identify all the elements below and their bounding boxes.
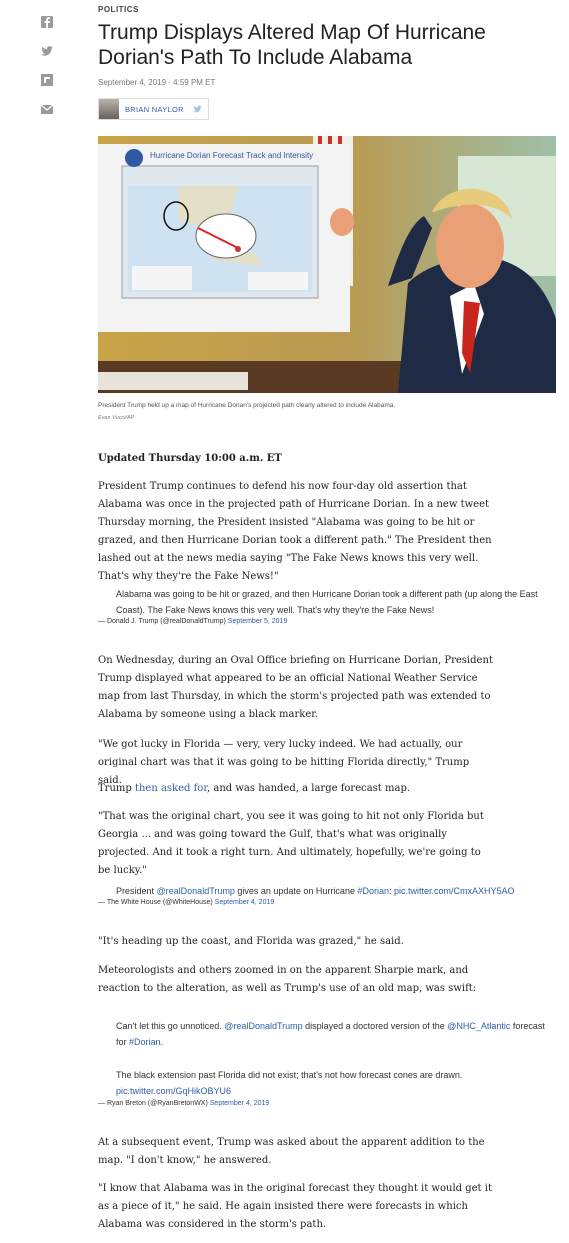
article-photo xyxy=(98,136,556,393)
avatar xyxy=(99,99,119,119)
mention-link[interactable]: @realDonaldTrump xyxy=(224,1021,303,1031)
paragraph: "That was the original chart, you see it was going to hit not only Florida but Georgia ... and was going toward the Gulf, that's what was originally projected. And it took a right turn. And ultimately, hopefully, we're going to be lucky." xyxy=(98,811,484,876)
update-note: Updated Thursday 10:00 a.m. ET xyxy=(98,453,282,464)
paragraph: At a subsequent event, Trump was asked about the apparent addition to the map. "I don't know," he answered. xyxy=(98,1137,485,1166)
embedded-tweet-text: Alabama was going to be hit or grazed, and then Hurricane Dorian took a different path (up along the East Coast). The Fake News knows this very well. That's why they're the Fake News! xyxy=(116,589,538,615)
embedded-tweet-text xyxy=(116,1018,546,1050)
text-span: . xyxy=(160,1037,164,1047)
text-span: President xyxy=(116,886,157,896)
text-span: : xyxy=(388,886,394,896)
media-link[interactable]: pic.twitter.com/GqHikOBYU6 xyxy=(116,1086,232,1096)
email-icon[interactable] xyxy=(40,102,54,116)
embedded-tweet-text: The black extension past Florida did not exist; that's not how forecast cones are drawn. xyxy=(116,1070,463,1080)
paragraph: Meteorologists and others zoomed in on the apparent Sharpie mark, and reaction to the alteration, as well as Trump's use of an old map, was swift: xyxy=(98,965,477,994)
tweet-byline xyxy=(98,1100,269,1107)
text-span: forecast for xyxy=(116,1021,545,1047)
hashtag-link[interactable]: #Dorian xyxy=(129,1037,161,1047)
page-title: Trump Displays Altered Map Of Hurricane Dorian's Path To Include Alabama xyxy=(98,21,486,69)
facebook-icon[interactable] xyxy=(40,15,54,29)
paragraph: "We got lucky in Florida — very, very lucky indeed. We had actually, our original chart was that it was going to be hitting Florida directly," Trump said. xyxy=(98,739,470,786)
paragraph xyxy=(98,780,493,798)
mention-link[interactable]: @NHC_Atlantic xyxy=(447,1021,511,1031)
tweet-byline xyxy=(98,618,287,625)
tweet-byline xyxy=(98,899,274,906)
text-span: Trump xyxy=(98,783,135,794)
inline-link[interactable]: then asked for xyxy=(134,783,208,794)
media-link[interactable]: pic.twitter.com/CmxAXHY5AO xyxy=(394,886,515,896)
flipboard-icon[interactable] xyxy=(40,73,54,87)
author-name[interactable]: BRIAN NAYLOR xyxy=(125,104,184,114)
mention-link[interactable]: @realDonaldTrump xyxy=(156,886,235,896)
publish-date: September 4, 2019 · 4:59 PM ET xyxy=(98,78,216,87)
hashtag-link[interactable]: #Dorian xyxy=(357,886,389,896)
tweet-date-link[interactable]: September 4, 2019 xyxy=(209,1100,270,1107)
tweet-author[interactable]: — Ryan Breton (@RyanBretonWX) xyxy=(98,1100,208,1107)
tweet-author[interactable]: — Donald J. Trump (@realDonaldTrump) xyxy=(98,618,226,625)
text-span: gives an update on Hurricane xyxy=(234,886,358,896)
tweet-date-link[interactable]: September 5, 2019 xyxy=(227,618,288,625)
text-span: Can't let this go unnoticed. xyxy=(116,1021,225,1031)
twitter-icon[interactable] xyxy=(40,44,54,58)
twitter-icon[interactable] xyxy=(192,104,203,114)
photo-credit: Evan Vucci/AP xyxy=(98,415,135,421)
paragraph: "It's heading up the coast, and Florida was grazed," he said. xyxy=(98,936,404,947)
section-label[interactable]: POLITICS xyxy=(98,5,139,14)
tweet-date-link[interactable]: September 4, 2019 xyxy=(214,899,275,906)
text-span: , and was handed, a large forecast map. xyxy=(207,783,411,794)
paragraph: President Trump continues to defend his now four-day old assertion that Alabama was once in the projected path of Hurricane Dorian. In a new tweet Thursday morning, the President insisted "Alabama was going to be hit or grazed, and then Hurricane Dorian took a different path." The President then lashed out at the news media saying "The Fake News knows this very well. That's why they're the Fake News!" xyxy=(98,481,492,582)
embedded-tweet-text xyxy=(116,883,556,899)
map-title: Hurricane Dorian Forecast Track and Intensity xyxy=(150,151,314,160)
paragraph: On Wednesday, during an Oval Office briefing on Hurricane Dorian, President Trump displayed what appeared to be an official National Weather Service map from last Thursday, in which the storm's projected path was extended to Alabama by someone using a black marker. xyxy=(98,655,493,720)
share-rail xyxy=(40,15,56,131)
author-byline[interactable] xyxy=(98,98,209,120)
embedded-tweet-media xyxy=(116,1083,556,1099)
photo-caption: President Trump held up a map of Hurricane Dorian's projected path clearly altered to include Alabama. xyxy=(98,402,396,409)
text-span: displayed a doctored version of the xyxy=(302,1021,448,1031)
tweet-author[interactable]: — The White House (@WhiteHouse) xyxy=(98,899,213,906)
paragraph: "I know that Alabama was in the original forecast they thought it would get it as a piece of it," he said. He again insisted there were forecasts in which Alabama was considered in the storm's path. xyxy=(98,1183,492,1230)
